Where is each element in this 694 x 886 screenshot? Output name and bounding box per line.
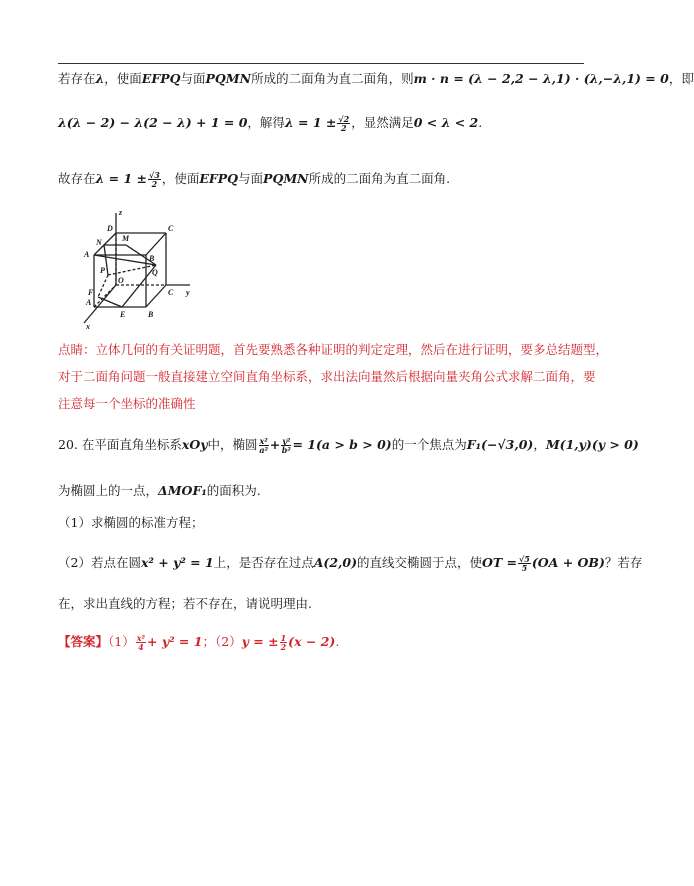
- math-fraction: $\frac{√2}{2}$: [338, 114, 350, 133]
- text: 所成的二面角为直二面角，则: [251, 71, 414, 86]
- question-number: 20.: [58, 437, 78, 452]
- top-rule: [58, 63, 584, 64]
- label-f: F: [88, 288, 94, 297]
- text: 在平面直角坐标系: [81, 437, 182, 452]
- math-circle: x² + y² = 1: [140, 555, 214, 570]
- comment-line-2: 对于二面角问题一般直接建立空间直角坐标系，求出法向量然后根据向量夹角公式求解二面角，要: [58, 369, 596, 384]
- text: ，显然满足: [351, 115, 414, 130]
- text: ？若存: [604, 555, 643, 570]
- label-m: M: [122, 234, 130, 243]
- label-y: y: [186, 288, 190, 297]
- math-ellipse-condition: = 1(a > b > 0): [292, 437, 392, 452]
- math-focus: F₁(−√3,0): [466, 437, 534, 452]
- math-xoy: xOy: [181, 437, 208, 452]
- math-vector-ot: OT =: [482, 555, 518, 570]
- label-a1: A: [84, 250, 90, 259]
- text: 的直线交椭圆于点，使: [356, 555, 482, 570]
- math-plane-pqmn: PQMN: [263, 171, 309, 186]
- math-answer-2-tail: (x − 2): [288, 634, 336, 649]
- label-x: x: [86, 322, 90, 331]
- comment-line-3: 注意每一个坐标的准确性: [58, 396, 196, 411]
- math-point-a: A(2,0): [313, 555, 357, 570]
- math-solution: λ = 1 ±: [95, 171, 147, 186]
- math-equation: λ(λ − 2) − λ(2 − λ) + 1 = 0: [58, 115, 248, 130]
- label-p: P: [100, 266, 105, 275]
- label-n: N: [96, 238, 102, 247]
- question-20-line-2: [58, 483, 261, 499]
- math-plane-efpq: EFPQ: [199, 171, 239, 186]
- math-answer-2: y = ±: [241, 634, 279, 649]
- text: 与面: [238, 171, 264, 186]
- sub-question-2-line-2: 在，求出直线的方程；若不存在，请说明理由.: [58, 596, 312, 611]
- text: 中，椭圆: [207, 437, 258, 452]
- text: ，使面: [161, 171, 200, 186]
- math-point-m: M(1,y)(y > 0): [545, 437, 639, 452]
- label-a: A: [86, 298, 92, 307]
- label-z: z: [119, 208, 123, 217]
- solution-line-3: [58, 171, 450, 188]
- solution-line-1: [58, 71, 694, 87]
- text: ；（2）: [202, 634, 242, 649]
- math-fraction: $\frac{√5}{5}$: [519, 554, 530, 573]
- text: 上，是否存在过点: [213, 555, 314, 570]
- text: （2）若点在圆: [58, 555, 141, 570]
- math-triangle: ΔMOF₁: [158, 483, 207, 498]
- label-b1: B: [149, 254, 155, 263]
- text: 为椭圆上的一点，: [58, 483, 159, 498]
- text: （1）: [108, 634, 135, 649]
- math-range: 0 < λ < 2: [413, 115, 479, 130]
- math-fraction: $\frac{√3}{2}$: [148, 170, 160, 189]
- text: ，使面: [104, 71, 142, 86]
- question-20-line-1: 20. 在平面直角坐标系xOy中，椭圆 $\frac{\text{x²}}{\text{a²}}$ + $\frac{\text{y²}}{\text{b²}}$ = 1(a > b > 0)的一个焦点为F₁(−√3,0)，M(1,y)(y > 0): [58, 436, 639, 455]
- label-d: D: [107, 224, 113, 233]
- text: 故存在: [58, 171, 96, 186]
- math-plane-pqmn: PQMN: [205, 71, 252, 86]
- math-fraction: $\frac{1}{2}$: [280, 633, 287, 652]
- comment-line-1: 点睛：立体几何的有关证明题，首先要熟悉各种证明的判定定理，然后在进行证明，要多总结题型，: [58, 342, 609, 357]
- math-dot-product: m · n = (λ − 2,2 − λ,1) · (λ,−λ,1) = 0: [413, 71, 669, 86]
- math-lambda: λ: [95, 71, 105, 86]
- answer-line: [58, 634, 339, 651]
- label-o: O: [118, 276, 124, 285]
- label-e: E: [120, 310, 126, 319]
- label-q: Q: [152, 268, 158, 277]
- math-solution: λ = 1 ±: [284, 115, 337, 130]
- text: ，即: [668, 71, 694, 86]
- text: ，: [533, 437, 546, 452]
- sub-question-2-line-1: [58, 555, 642, 572]
- math-fraction: $\frac{\text{x²}}{\text{a²}}$: [259, 436, 268, 455]
- text: 若存在: [58, 71, 96, 86]
- text: 的一个焦点为: [391, 437, 467, 452]
- solution-line-2: [58, 115, 482, 132]
- label-c: C: [168, 288, 174, 297]
- text: 与面: [180, 71, 206, 86]
- label-b: B: [148, 310, 154, 319]
- math-fraction: $\frac{\text{y²}}{\text{b²}}$: [281, 436, 291, 455]
- text: 所成的二面角为直二面角.: [308, 171, 451, 186]
- text: .: [478, 115, 483, 130]
- text: .: [335, 634, 340, 649]
- answer-label: 【答案】: [58, 634, 109, 649]
- math-plane-efpq: EFPQ: [141, 71, 181, 86]
- text: 的面积为.: [206, 483, 261, 498]
- math-answer-1: + y² = 1: [147, 634, 203, 649]
- math-vector-sum: (OA + OB): [531, 555, 605, 570]
- math-fraction: $\frac{\text{x²}}{4}$: [136, 633, 145, 652]
- cube-figure: [74, 205, 204, 330]
- text: ，解得: [247, 115, 285, 130]
- sub-question-1: （1）求椭圆的标准方程；: [58, 515, 204, 530]
- label-c1: C: [168, 224, 174, 233]
